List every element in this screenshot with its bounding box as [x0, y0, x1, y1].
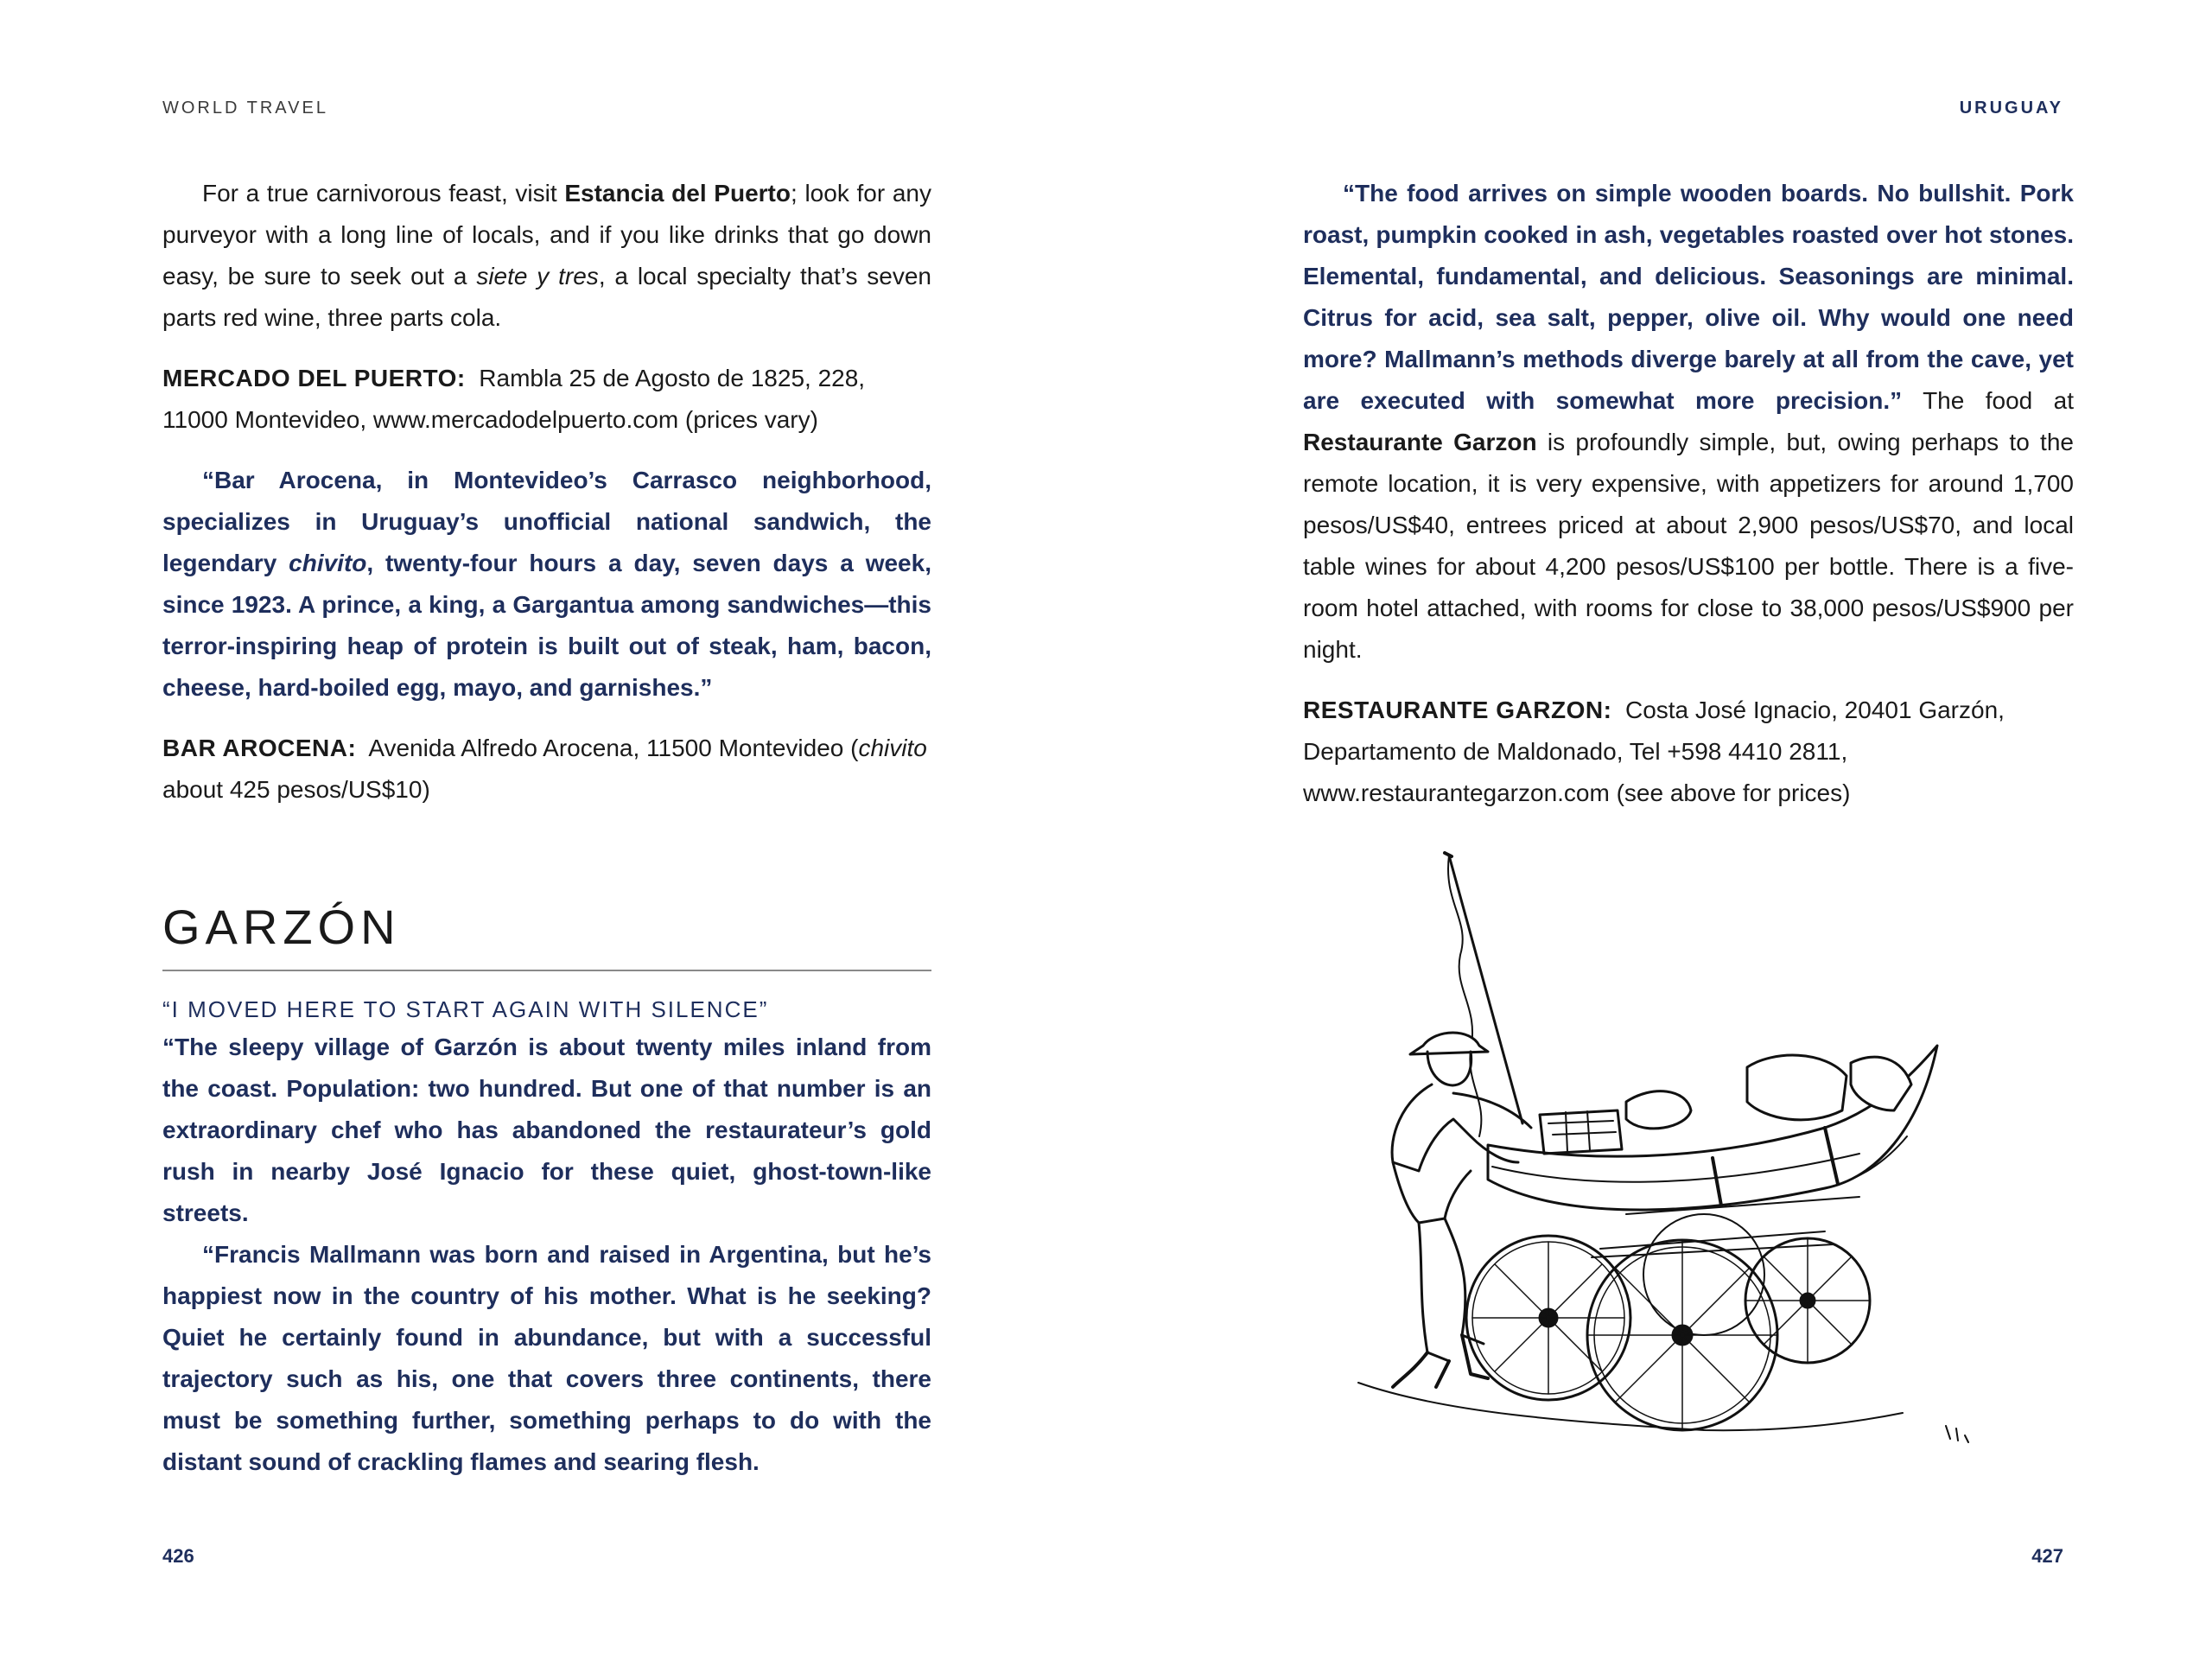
- running-head: WORLD TRAVEL: [162, 99, 328, 118]
- garzon-paragraph-1: “The sleepy village of Garzón is about twenty miles inland from the coast. Population: two hundred. But one of that number is an extraordinary chef who has abandoned the restaurateur’s gold rush in nearby José Ignacio for these quiet, ghost-town-like streets.: [162, 1034, 931, 1226]
- intro-paragraph: [162, 173, 931, 339]
- mercado-text: Rambla 25 de Agosto de 1825, 228, 11000 Montevideo, www.mercadodelpuerto.com (prices vary): [162, 365, 866, 433]
- chef-cart-illustration: [1341, 851, 1980, 1460]
- arocena-label: BAR AROCENA:: [162, 735, 357, 761]
- restaurant-label: RESTAURANTE GARZON:: [1303, 697, 1612, 723]
- arocena-info-2: about 425 pesos/US$10): [162, 776, 430, 803]
- arocena-quote-2: , twenty-four hours a day, seven days a week, since 1923. A prince, a king, a Gargantua among sandwiches—this terror-inspiring heap of protein is built out of steak, ham, bacon, cheese, hard-boiled egg, mayo, and garnishes.”: [162, 550, 931, 701]
- garzon-paragraph-2: “Francis Mallmann was born and raised in Argentina, but he’s happiest now in the country of his mother. What is he seeking? Quiet he certainly found in abundance, but with a successful trajectory such as his, one that covers three continents, there must be something further, something perhaps to do with the distant sound of crackling flames and searing flesh.: [162, 1241, 931, 1475]
- restaurant-name: Restaurante Garzon: [1303, 429, 1537, 455]
- arocena-info: [162, 728, 931, 811]
- section-subhead: “I MOVED HERE TO START AGAIN WITH SILENCE”: [162, 996, 769, 1022]
- page-number: 426: [162, 1545, 194, 1567]
- intro-text-3: , a local specialty that’s seven parts red wine, three parts cola.: [162, 263, 932, 331]
- estancia-name: Estancia del Puerto: [564, 180, 791, 207]
- restaurant-text: Costa José Ignacio, 20401 Garzón, Departamento de Maldonado, Tel +598 4410 2811, www.restaurantegarzon.com (see above for prices): [1303, 697, 2005, 806]
- mercado-label: MERCADO DEL PUERTO:: [162, 365, 466, 391]
- arocena-info-1: Avenida Alfredo Arocena, 11500 Montevideo (: [368, 735, 859, 761]
- right-page: [1106, 0, 2212, 1654]
- section-title: GARZÓN: [162, 897, 931, 971]
- garzon-review: [1303, 173, 2074, 671]
- siete-y-tres: siete y tres: [476, 263, 599, 289]
- right-column: [1303, 173, 2074, 814]
- left-column: [162, 173, 931, 1483]
- arocena-quote-1: “Bar Arocena, in Montevideo’s Carrasco neighborhood, specializes in Uruguay’s unofficial national sandwich, the legendary: [162, 467, 931, 576]
- page-number: 427: [2031, 1545, 2063, 1567]
- intro-text-2: ; look for any purveyor with a long line of locals, and if you like drinks that go down easy, be sure to seek out a: [162, 180, 931, 289]
- mercado-info: [162, 358, 931, 441]
- review-text-2: is profoundly simple, but, owing perhaps to the remote location, it is very expensive, with appetizers for around 1,700 pesos/US$40, entrees priced at about 2,900 pesos/US$70, and local table wines for about 4,200 pesos/US$100 per bottle. There is a five-room hotel attached, with rooms for close to 38,000 pesos/US$900 per night.: [1303, 429, 2074, 663]
- arocena-quote: [162, 460, 931, 709]
- review-quote: “The food arrives on simple wooden boards. No bullshit. Pork roast, pumpkin cooked in ash, vegetables roasted over hot stones. Elemental, fundamental, and delicious. Seasonings are minimal. Citrus for acid, sea salt, pepper, olive oil. Why would one need more? Mallmann’s methods diverge barely at all from the cave, yet are executed with somewhat more precision.”: [1303, 180, 2074, 414]
- arocena-quote-chivito: chivito: [289, 550, 367, 576]
- arocena-info-chivito: chivito: [858, 735, 927, 761]
- review-text-1: The food at: [1902, 387, 2074, 414]
- restaurant-info: [1303, 690, 2074, 814]
- intro-text-1: For a true carnivorous feast, visit: [202, 180, 565, 207]
- running-head: URUGUAY: [1959, 99, 2063, 118]
